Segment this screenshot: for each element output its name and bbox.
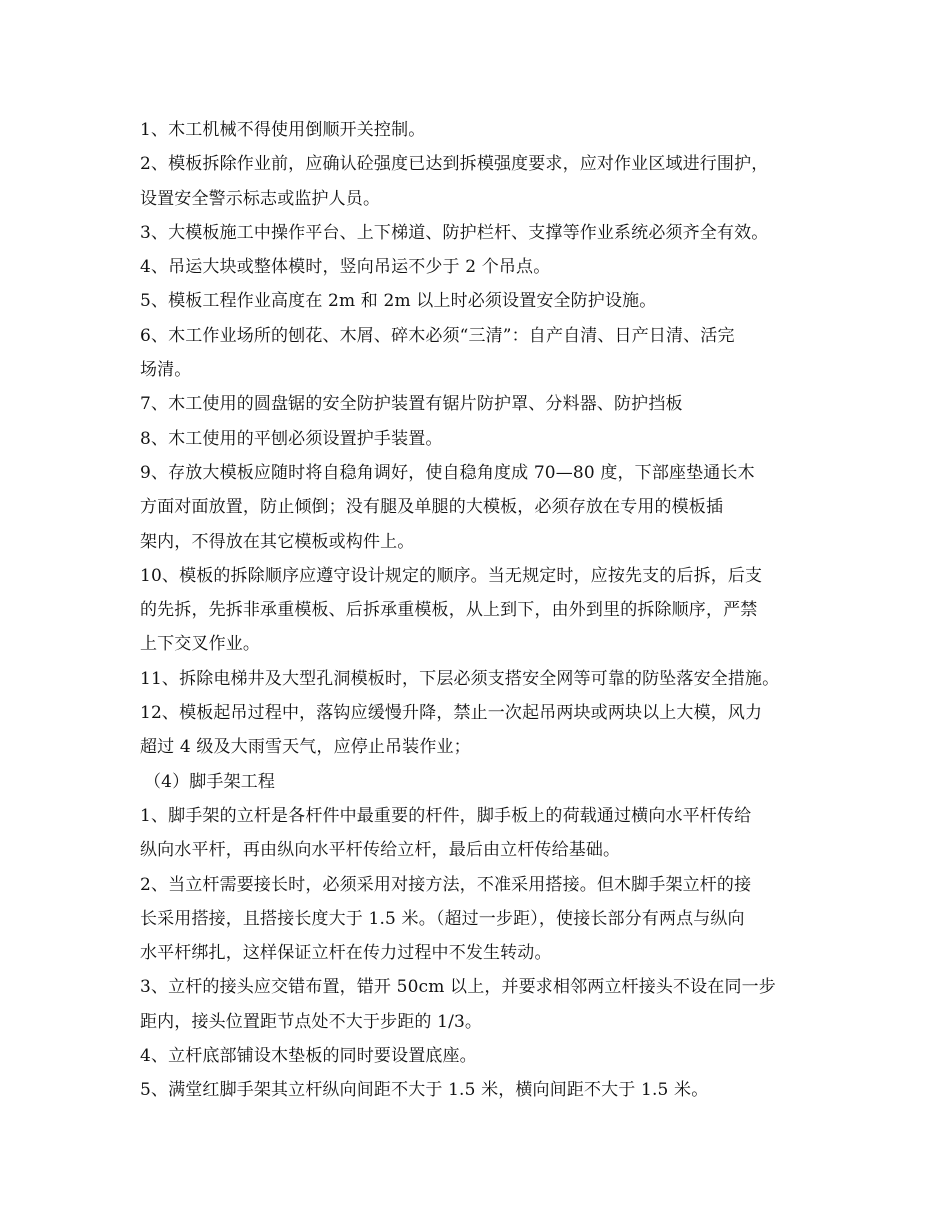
rule-11-elevator-shaft: 11、拆除电梯井及大型孔洞模板时，下层必须支搭安全网等可靠的防坠落安全措施。 <box>140 668 780 689</box>
document-body <box>140 113 830 1108</box>
rule-12-hoisting: 12、模板起吊过程中，落钩应缓慢升降，禁止一次起吊两块或两块以上大模，风力 <box>140 703 763 724</box>
rule-8-planer-hand-guard: 8、木工使用的平刨必须设置护手装置。 <box>140 428 443 449</box>
rule-10-removal-order-cont-2: 上下交叉作业。 <box>140 634 261 655</box>
scaffold-rule-3-staggered-joints: 3、立杆的接头应交错布置，错开 50cm 以上，并要求相邻两立杆接头不设在同一步 <box>140 977 776 998</box>
rule-1-woodworking-switch: 1、木工机械不得使用倒顺开关控制。 <box>140 120 426 140</box>
rule-2-formwork-removal: 2、模板拆除作业前，应确认砼强度已达到拆模强度要求，应对作业区域进行围护， <box>140 154 769 175</box>
scaffold-rule-1-upright-pole-cont: 纵向水平杆，再由纵向水平杆传给立杆，最后由立杆传给基础。 <box>140 840 621 861</box>
rule-7-circular-saw-guard: 7、木工使用的圆盘锯的安全防护装置有锯片防护罩、分料器、防护挡板 <box>140 394 683 415</box>
scaffold-rule-4-base-plate: 4、立杆底部铺设木垫板的同时要设置底座。 <box>140 1046 477 1067</box>
section-heading-scaffolding: （4）脚手架工程 <box>144 771 276 792</box>
scaffold-rule-2-extension-cont-1: 长采用搭接，且搭接长度大于 1.5 米。（超过一步距），使接长部分有两点与纵向 <box>140 908 745 929</box>
scaffold-rule-1-upright-pole: 1、脚手架的立杆是各杆件中最重要的杆件，脚手板上的荷载通过横向水平杆传给 <box>140 805 752 826</box>
rule-6-three-cleans: 6、木工作业场所的刨花、木屑、碎木必须“三清”：自产自清、日产日清、活完 <box>140 325 735 346</box>
rule-9-storage-angle-cont-1: 方面对面放置，防止倾倒；没有腿及单腿的大模板，必须存放在专用的模板插 <box>140 497 724 518</box>
rule-3-large-formwork-platform: 3、大模板施工中操作平台、上下梯道、防护栏杆、支撑等作业系统必须齐全有效。 <box>140 222 769 243</box>
scaffold-rule-2-extension-cont-2: 水平杆绑扎，这样保证立杆在传力过程中不发生转动。 <box>140 943 552 964</box>
rule-10-removal-order: 10、模板的拆除顺序应遵守设计规定的顺序。当无规定时，应按先支的后拆，后支 <box>140 565 763 586</box>
rule-2-formwork-removal-cont: 设置安全警示标志或监护人员。 <box>140 188 381 209</box>
rule-10-removal-order-cont-1: 的先拆，先拆非承重模板、后拆承重模板，从上到下，由外到里的拆除顺序，严禁 <box>140 600 758 621</box>
scaffold-rule-2-extension: 2、当立杆需要接长时，必须采用对接方法，不准采用搭接。但木脚手架立杆的接 <box>140 874 752 895</box>
scaffold-rule-3-staggered-joints-cont: 距内，接头位置距节点处不大于步距的 1/3。 <box>140 1011 483 1032</box>
rule-6-three-cleans-cont: 场清。 <box>140 360 192 381</box>
rule-4-lifting-points: 4、吊运大块或整体模时，竖向吊运不少于 2 个吊点。 <box>140 257 551 278</box>
scaffold-rule-5-spacing: 5、满堂红脚手架其立杆纵向间距不大于 1.5 米，横向间距不大于 1.5 米。 <box>140 1080 709 1101</box>
rule-9-storage-angle: 9、存放大模板应随时将自稳角调好，使自稳角度成 70—80 度，下部座垫通长木 <box>140 462 755 483</box>
rule-12-hoisting-cont: 超过 4 级及大雨雪天气，应停止吊装作业； <box>140 737 471 758</box>
rule-9-storage-angle-cont-2: 架内，不得放在其它模板或构件上。 <box>140 531 415 552</box>
rule-5-height-protection: 5、模板工程作业高度在 2m 和 2m 以上时必须设置安全防护设施。 <box>140 291 657 312</box>
